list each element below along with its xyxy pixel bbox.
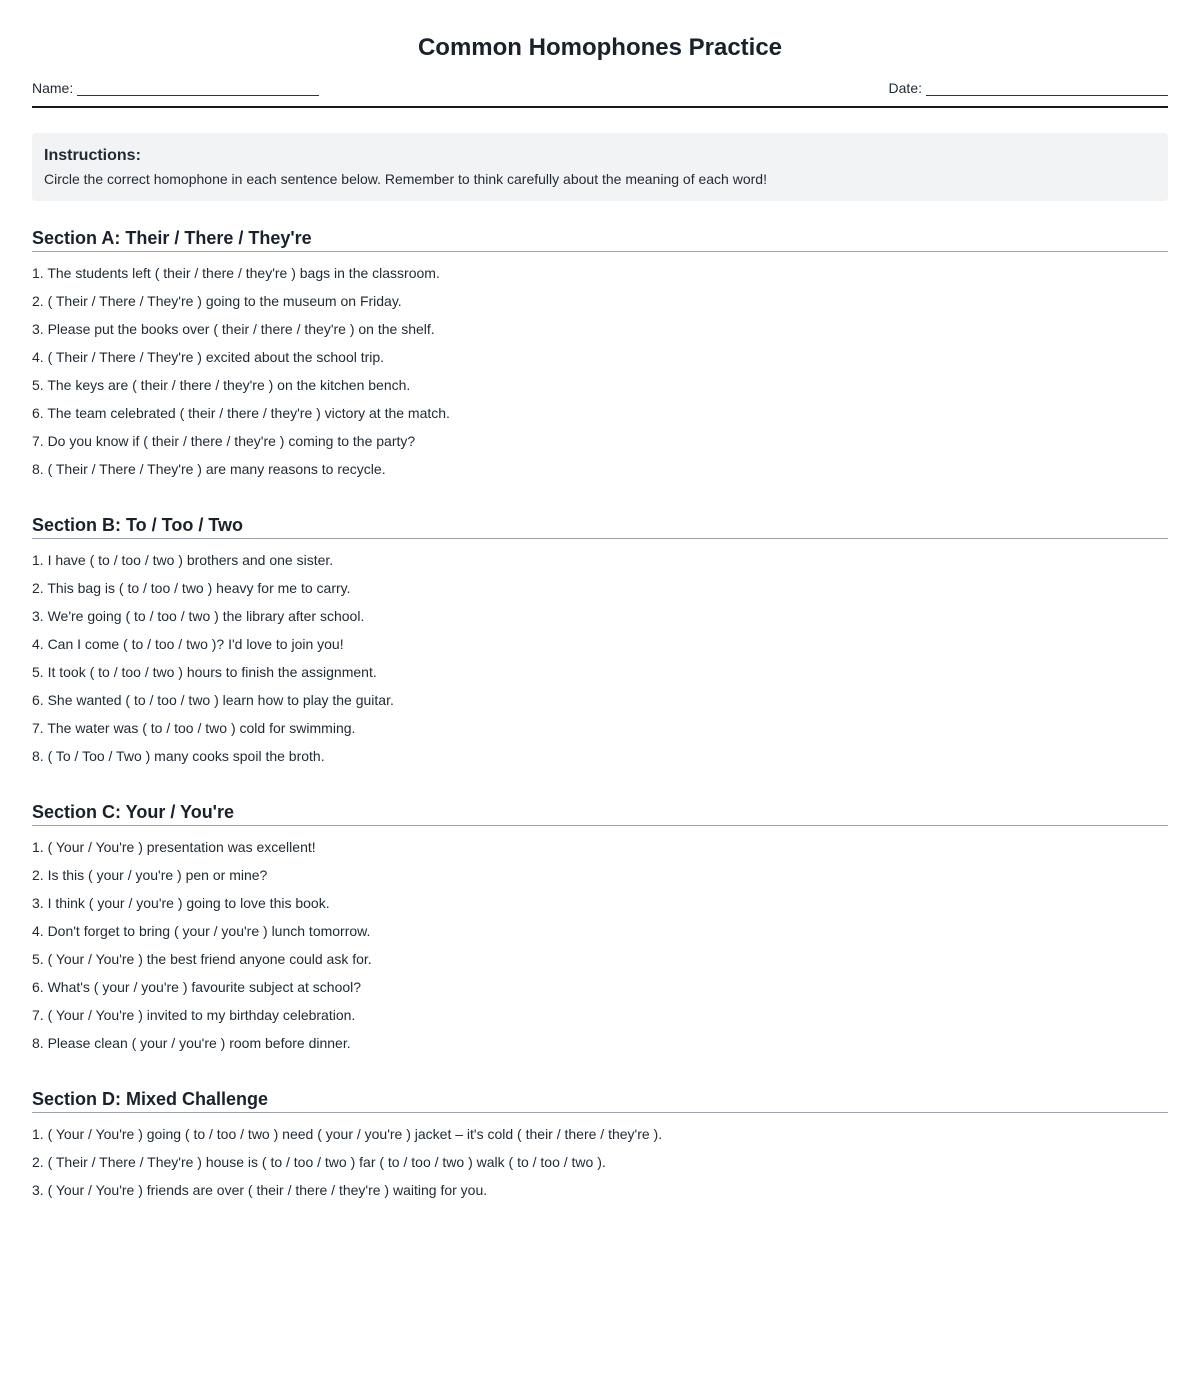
instructions-box xyxy=(32,133,1168,201)
question-list xyxy=(32,838,1168,1062)
question-item: 3. I think ( your / you're ) going to love this book. xyxy=(32,895,330,911)
question-item: 7. ( Your / You're ) invited to my birthday celebration. xyxy=(32,1007,356,1023)
section-c xyxy=(32,801,1168,1062)
question-item: 2. Is this ( your / you're ) pen or mine? xyxy=(32,867,268,883)
section-heading: Section D: Mixed Challenge xyxy=(32,1088,1168,1113)
page-title: Common Homophones Practice xyxy=(417,34,783,61)
date-label: Date: xyxy=(888,80,922,96)
question-item: 1. ( Your / You're ) going ( to / too / two ) need ( your / you're ) jacket – it's cold ( their / there / they're ). xyxy=(32,1126,663,1142)
question-item: 6. What's ( your / you're ) favourite subject at school? xyxy=(32,979,362,995)
question-item: 3. ( Your / You're ) friends are over ( their / there / they're ) waiting for you. xyxy=(32,1182,488,1198)
question-list xyxy=(32,551,1168,775)
date-blank-line[interactable] xyxy=(926,81,1168,96)
section-b xyxy=(32,514,1168,775)
question-item: 8. Please clean ( your / you're ) room before dinner. xyxy=(32,1035,351,1051)
section-heading: Section A: Their / There / They're xyxy=(32,227,1168,252)
question-item: 8. ( Their / There / They're ) are many reasons to recycle. xyxy=(32,461,386,477)
question-item: 3. Please put the books over ( their / there / they're ) on the shelf. xyxy=(32,321,435,337)
name-blank-line[interactable] xyxy=(77,81,319,96)
section-d xyxy=(32,1088,1168,1209)
section-heading: Section C: Your / You're xyxy=(32,801,1168,826)
question-item: 6. The team celebrated ( their / there / they're ) victory at the match. xyxy=(32,405,450,421)
question-item: 2. This bag is ( to / too / two ) heavy for me to carry. xyxy=(32,580,351,596)
question-list xyxy=(32,264,1168,488)
question-item: 1. ( Your / You're ) presentation was excellent! xyxy=(32,839,316,855)
question-item: 1. The students left ( their / there / they're ) bags in the classroom. xyxy=(32,265,440,281)
name-date-row xyxy=(32,80,1168,108)
question-item: 5. The keys are ( their / there / they're ) on the kitchen bench. xyxy=(32,377,411,393)
instructions-heading: Instructions: xyxy=(44,147,141,164)
section-heading: Section B: To / Too / Two xyxy=(32,514,1168,539)
name-field[interactable] xyxy=(32,80,319,96)
question-item: 5. It took ( to / too / two ) hours to finish the assignment. xyxy=(32,664,377,680)
question-item: 1. I have ( to / too / two ) brothers and one sister. xyxy=(32,552,334,568)
section-a xyxy=(32,227,1168,488)
question-item: 5. ( Your / You're ) the best friend anyone could ask for. xyxy=(32,951,372,967)
question-item: 4. ( Their / There / They're ) excited about the school trip. xyxy=(32,349,385,365)
question-item: 4. Can I come ( to / too / two )? I'd love to join you! xyxy=(32,636,344,652)
question-list xyxy=(32,1125,1168,1209)
date-field[interactable] xyxy=(889,80,1168,96)
instructions-text: Circle the correct homophone in each sentence below. Remember to think carefully about the meaning of each word! xyxy=(44,171,767,187)
question-item: 4. Don't forget to bring ( your / you're ) lunch tomorrow. xyxy=(32,923,371,939)
question-item: 6. She wanted ( to / too / two ) learn how to play the guitar. xyxy=(32,692,394,708)
question-item: 7. Do you know if ( their / there / they're ) coming to the party? xyxy=(32,433,416,449)
question-item: 2. ( Their / There / They're ) going to the museum on Friday. xyxy=(32,293,402,309)
question-item: 7. The water was ( to / too / two ) cold for swimming. xyxy=(32,720,356,736)
question-item: 3. We're going ( to / too / two ) the library after school. xyxy=(32,608,365,624)
question-item: 2. ( Their / There / They're ) house is ( to / too / two ) far ( to / too / two ) walk ( to / too / two ). xyxy=(32,1154,606,1170)
question-item: 8. ( To / Too / Two ) many cooks spoil the broth. xyxy=(32,748,325,764)
name-label: Name: xyxy=(32,80,74,96)
